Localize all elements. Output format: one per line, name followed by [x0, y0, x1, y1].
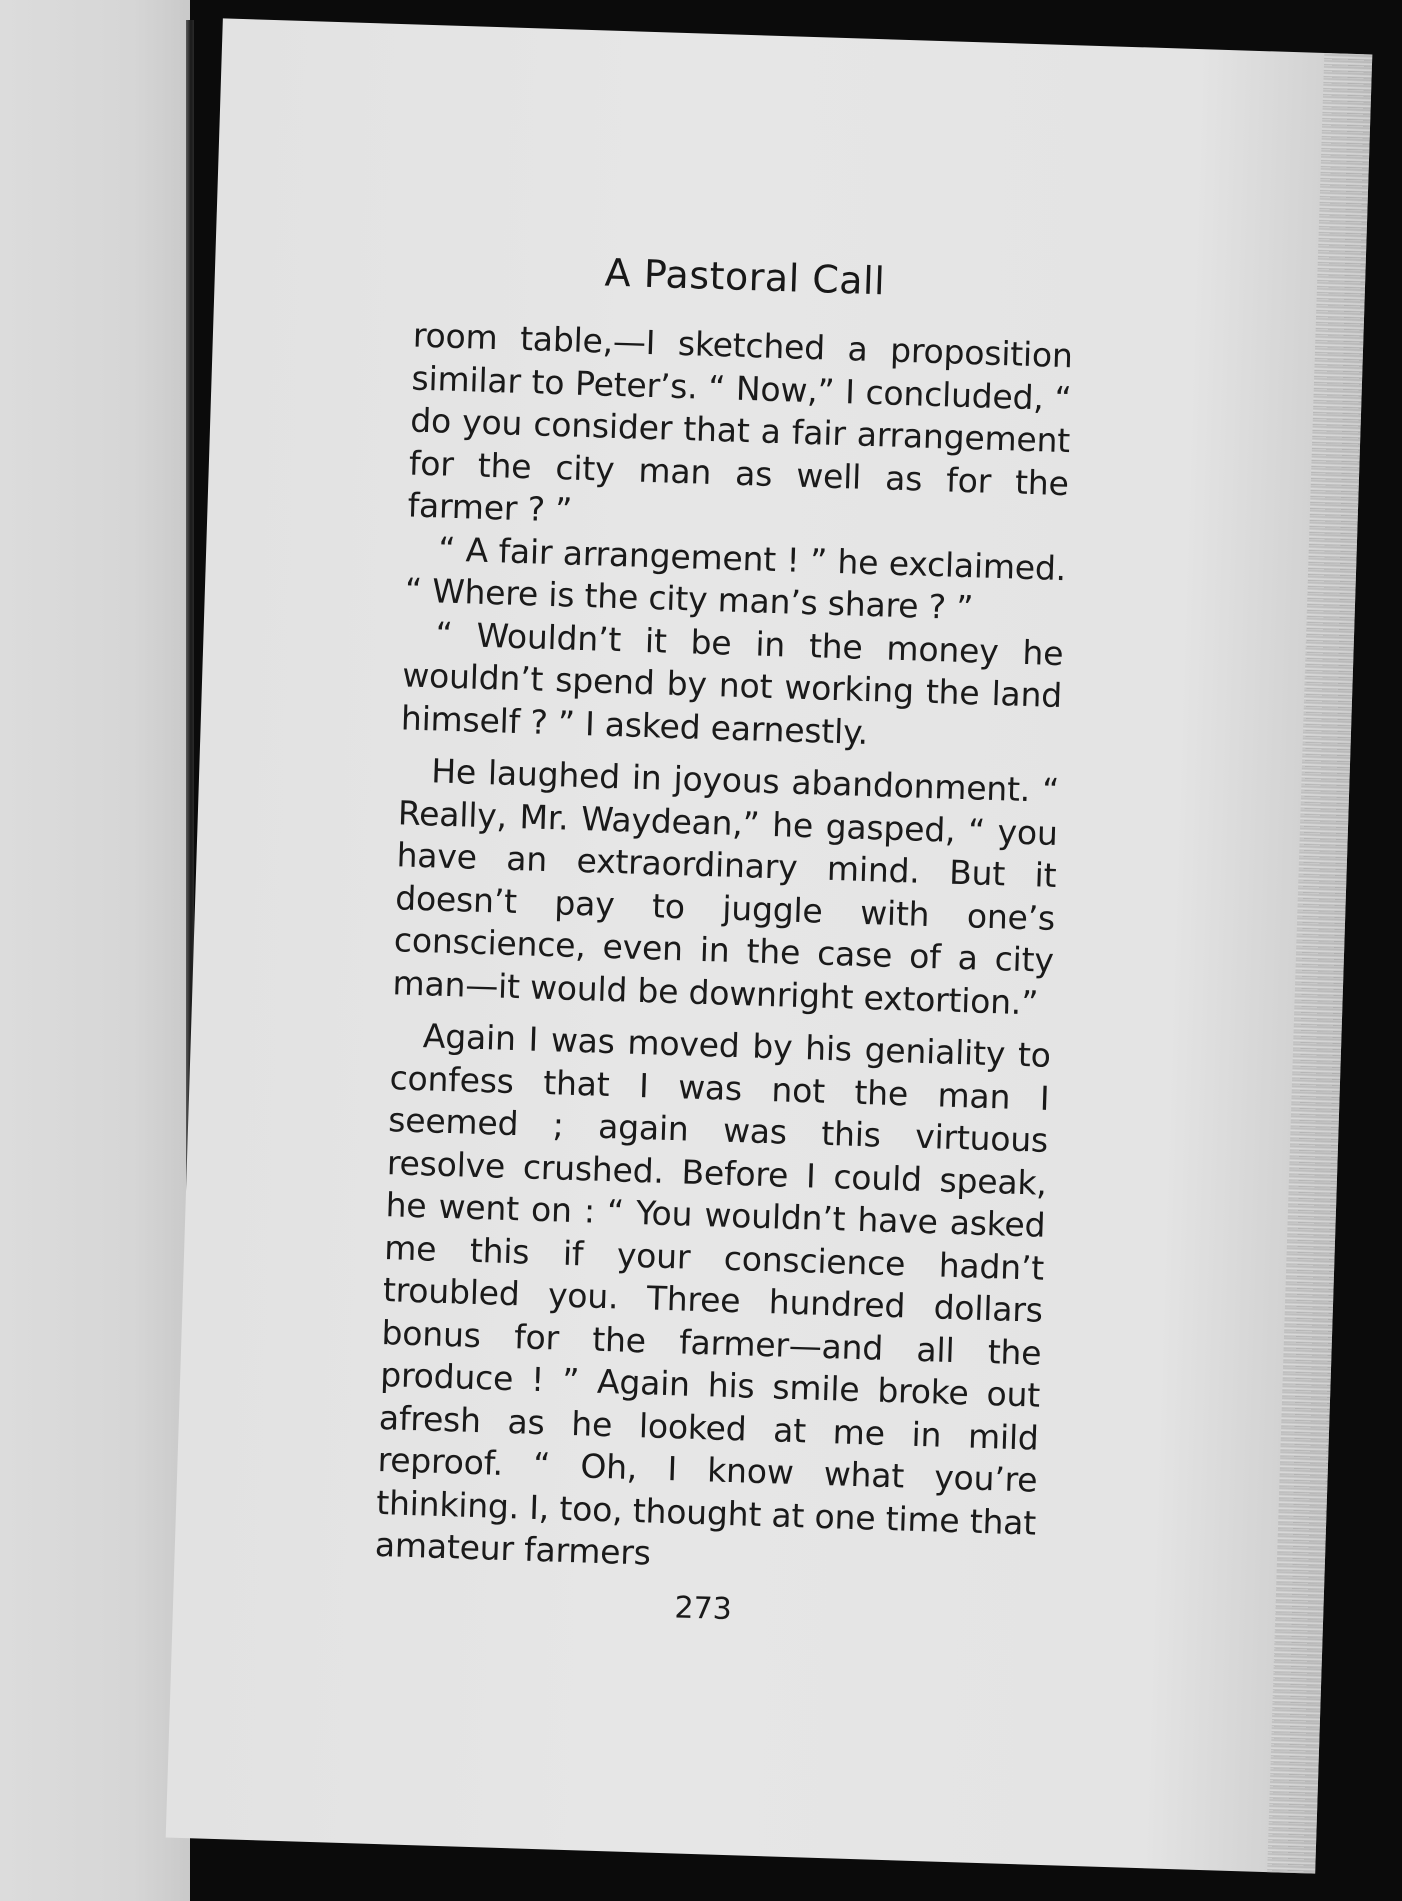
left-page-edge: [0, 0, 190, 1901]
paragraph: “ Wouldn’t it be in the money he wouldn’t spend by not working the land himself ? ” I asked earnestly.: [400, 613, 1064, 752]
running-head: A Pastoral Call: [604, 250, 886, 304]
page-fore-edge: [1267, 53, 1372, 1874]
paragraph: Again I was moved by his geniality to confess that I was not the man I seemed ; again was this virtuous resolve crushed. Before I could speak, he went on : “ You wouldn’t have asked me this if your conscience hadn’t troubled you. Three hundred dollars bonus for the farmer—and all the produce ! ” Again his smile broke out afresh as he looked at me in mild reproof. “ Oh, I know what you’re thinking. I, too, thought at one time that amateur farmers: [374, 1016, 1052, 1573]
text-block: [373, 245, 1076, 1637]
book-page: [166, 18, 1373, 1873]
body-text: [374, 315, 1073, 1588]
paragraph: room table,—I sketched a proposition similar to Peter’s. “ Now,” I concluded, “ do you consider that a fair arrangement for the city man as well as for the farmer ? ”: [407, 315, 1074, 530]
paragraph: “ A fair arrangement ! ” he exclaimed. “ Where is the city man’s share ? ”: [404, 528, 1067, 628]
page-number: 273: [673, 1589, 733, 1627]
paragraph: He laughed in joyous abandonment. “ Really, Mr. Waydean,” he gasped, “ you have an extraordinary mind. But it doesn’t pay to juggle with one’s conscience, even in the case of a city man—it would be downright extortion.”: [392, 751, 1060, 1022]
